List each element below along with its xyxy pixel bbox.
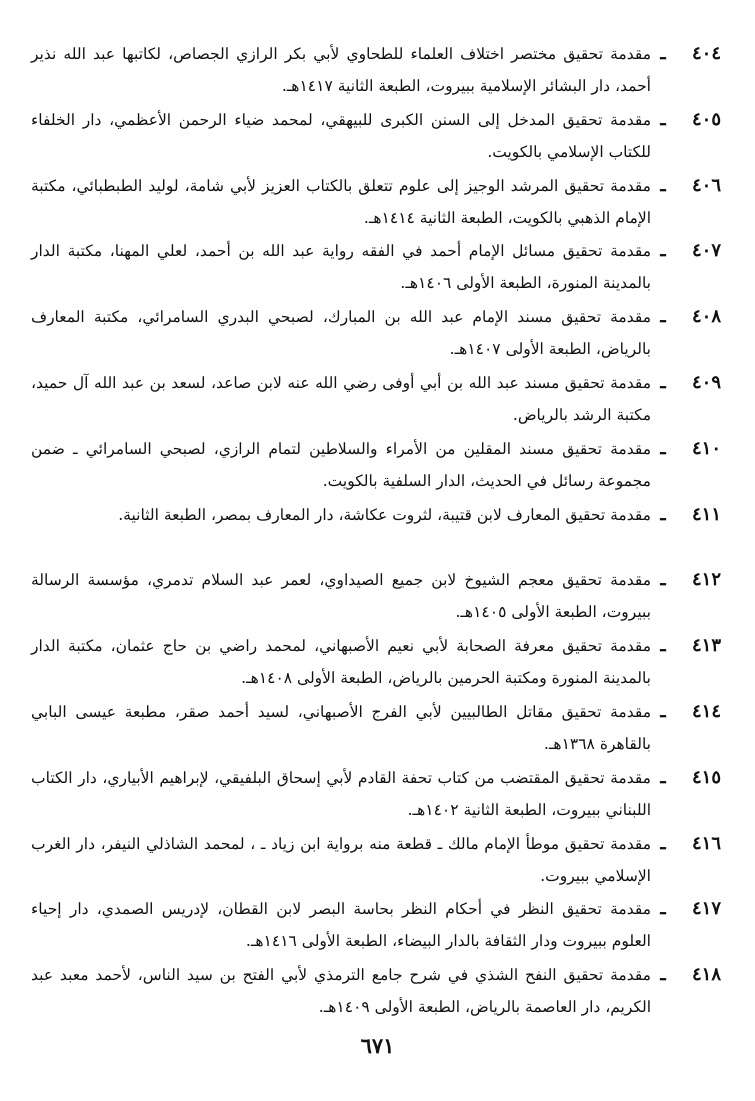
entry-dash: ـ: [660, 108, 666, 130]
entry-text: مقدمة تحقيق مختصر اختلاف العلماء للطحاوي لأبي بكر الرازي الجصاص، لكاتبها عبد الله نذير أحمد، دار البشائر الإسلامية ببيروت، الطبعة الثانية ١٤١٧هـ.: [31, 45, 651, 95]
bibliography-entry: [31, 235, 721, 301]
bibliography-entry: [31, 367, 721, 433]
entry-number: ٤١٦: [691, 832, 721, 854]
entry-number: ٤٠٨: [691, 306, 721, 328]
bibliography-entry: [31, 38, 721, 104]
bibliography-entry: [31, 893, 721, 959]
entry-dash: ـ: [660, 964, 666, 986]
entry-number: ٤٠٥: [691, 108, 721, 130]
bibliography-entry: [31, 828, 721, 894]
page-number: ٦٧١: [360, 1033, 395, 1058]
entry-text: مقدمة تحقيق معجم الشيوخ لابن جميع الصيداوي، لعمر عبد السلام تدمري، مؤسسة الرسالة ببيروت، الطبعة الأولى ١٤٠٥هـ.: [31, 571, 651, 622]
entry-text: مقدمة تحقيق موطأ الإمام مالك ـ قطعة منه برواية ابن زياد ـ ، لمحمد الشاذلي النيفر، دار الغرب الإسلامي ببيروت.: [31, 834, 651, 885]
entry-text: مقدمة تحقيق مسائل الإمام أحمد في الفقه رواية عبد الله بن أحمد، لعلي المهنا، مكتبة الدار بالمدينة المنورة، الطبعة الأولى ١٤٠٦هـ.: [31, 242, 651, 293]
entry-text: مقدمة تحقيق مسند المقلين من الأمراء والسلاطين لتمام الرازي، لصبحي السامرائي ـ ضمن مجموعة رسائل في الحديث، الدار السلفية بالكويت.: [31, 439, 651, 490]
entry-dash: ـ: [660, 569, 666, 591]
entry-text: مقدمة تحقيق مقاتل الطالبيين لأبي الفرج الأصبهاني، لسيد أحمد صقر، مطبعة عيسى البابي بالقاهرة ١٣٦٨هـ.: [31, 702, 651, 753]
entry-text: مقدمة تحقيق معرفة الصحابة لأبي نعيم الأصبهاني، لمحمد راضي بن حاج عثمان، مكتبة الدار بالمدينة المنورة ومكتبة الحرمين بالرياض، الطبعة الأولى ١٤٠٨هـ.: [31, 637, 651, 688]
entry-dash: ـ: [660, 43, 666, 64]
entry-text: مقدمة تحقيق مسند عبد الله بن أبي أوفى رضي الله عنه لابن صاعد، لسعد بن عبد الله آل حميد، مكتبة الرشد بالرياض.: [31, 373, 651, 424]
entry-number: ٤١٣: [691, 635, 721, 657]
entry-number: ٤١٤: [691, 700, 721, 722]
bibliography-entry: [31, 433, 721, 499]
bibliography-entry: [31, 630, 721, 696]
entry-number: ٤٠٩: [691, 371, 721, 393]
entry-number: ٤١١: [691, 503, 721, 525]
bibliography-entry: [31, 696, 721, 762]
entry-dash: ـ: [660, 503, 666, 525]
bibliography-entry: [31, 959, 721, 1025]
entry-text: مقدمة تحقيق المرشد الوجيز إلى علوم تتعلق بالكتاب العزيز لأبي شامة، لوليد الطبطبائي، مكتبة الإمام الذهبي بالكويت، الطبعة الثانية ١٤١٤هـ.: [31, 176, 651, 227]
bibliography-entry: [31, 499, 721, 565]
entry-number: ٤٠٦: [691, 174, 721, 196]
entry-dash: ـ: [660, 700, 666, 722]
entry-text: مقدمة تحقيق النفح الشذي في شرح جامع الترمذي لأبي الفتح بن سيد الناس، لأحمد معبد عبد الكريم، دار العاصمة بالرياض، الطبعة الأولى ١٤٠٩هـ.: [31, 966, 651, 1017]
entry-text: مقدمة تحقيق المدخل إلى السنن الكبرى للبيهقي، لمحمد ضياء الرحمن الأعظمي، دار الخلفاء للكتاب الإسلامي بالكويت.: [31, 110, 651, 161]
entry-number: ٤١٠: [691, 437, 721, 459]
bibliography-entry: [31, 170, 721, 236]
bibliography-list: [31, 38, 721, 1025]
entry-text: مقدمة تحقيق المعارف لابن قتيبة، لثروت عكاشة، دار المعارف بمصر، الطبعة الثانية.: [118, 505, 651, 524]
bibliography-entry: [31, 104, 721, 170]
entry-dash: ـ: [660, 371, 666, 393]
entry-dash: ـ: [660, 240, 666, 262]
entry-dash: ـ: [660, 766, 666, 788]
bibliography-entry: [31, 301, 721, 367]
bibliography-entry: [31, 564, 721, 630]
entry-number: ٤١٥: [691, 766, 721, 788]
entry-text: مقدمة تحقيق النظر في أحكام النظر بحاسة البصر لابن القطان، لإدريس الصمدي، دار إحياء العلوم ببيروت ودار الثقافة بالدار البيضاء، الطبعة الأولى ١٤١٦هـ.: [31, 900, 651, 951]
entry-dash: ـ: [660, 174, 666, 196]
entry-dash: ـ: [660, 898, 666, 920]
entry-number: ٤٠٤: [691, 43, 721, 64]
entry-dash: ـ: [660, 635, 666, 657]
entry-number: ٤١٢: [691, 569, 721, 591]
entry-dash: ـ: [660, 437, 666, 459]
bibliography-entry: [31, 762, 721, 828]
entry-number: ٤١٧: [691, 898, 721, 920]
entry-dash: ـ: [660, 832, 666, 854]
entry-dash: ـ: [660, 306, 666, 328]
entry-number: ٤١٨: [691, 964, 721, 986]
entry-text: مقدمة تحقيق المقتضب من كتاب تحفة القادم لأبي إسحاق البلفيقي، لإبراهيم الأبياري، دار الكتاب اللبناني ببيروت، الطبعة الثانية ١٤٠٢هـ.: [31, 768, 651, 819]
entry-number: ٤٠٧: [691, 240, 721, 262]
entry-text: مقدمة تحقيق مسند الإمام عبد الله بن المبارك، لصبحي البدري السامرائي، مكتبة المعارف بالرياض، الطبعة الأولى ١٤٠٧هـ.: [31, 308, 651, 359]
